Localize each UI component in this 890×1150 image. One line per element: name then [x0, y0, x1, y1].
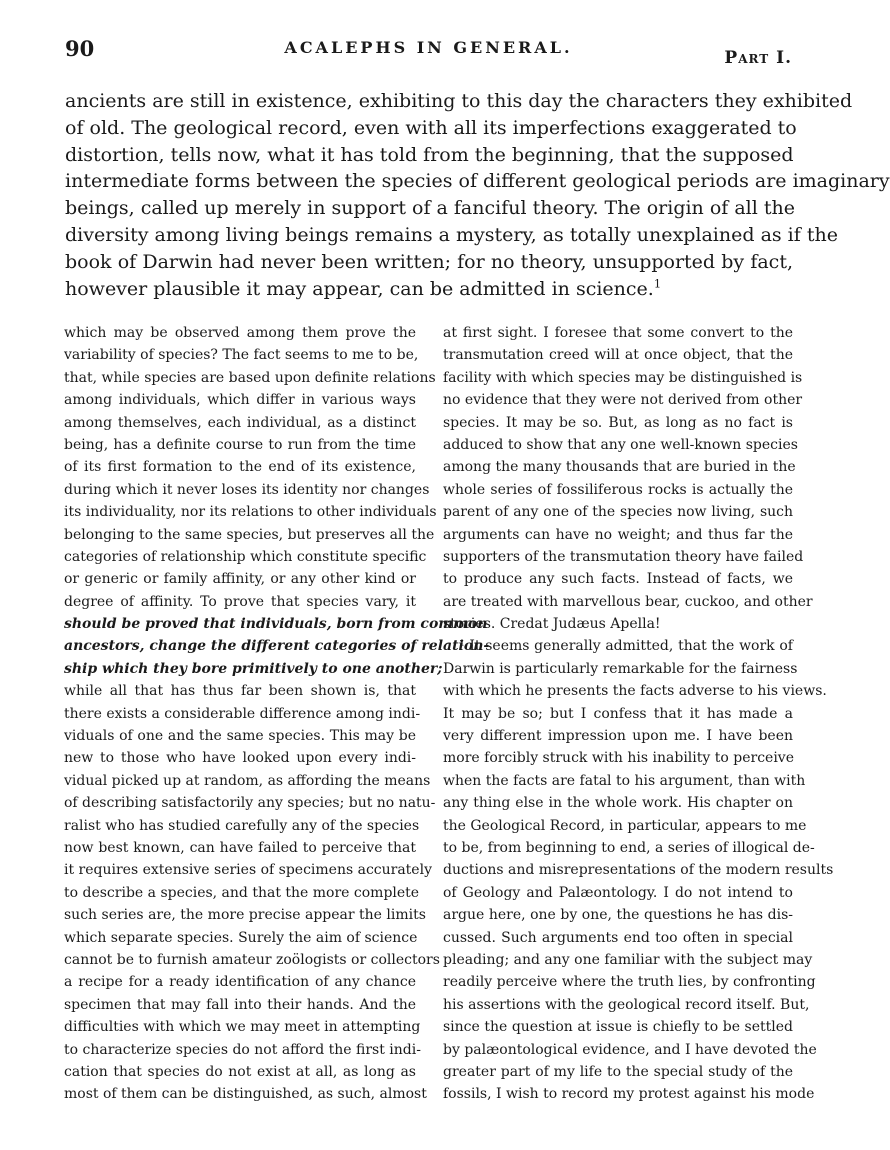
footnote-line: supporters of the transmutation theory have failed	[443, 548, 804, 565]
footnote-line: transmutation creed will at once object, that the	[443, 347, 793, 364]
footnote-line: Darwin is particularly remarkable for the fairness	[443, 660, 798, 677]
text-line: distortion, tells now, what it has told from the beginning, that the supposed	[65, 143, 794, 166]
footnote-line: any thing else in the whole work. His chapter on	[443, 795, 793, 812]
text-line: of old. The geological record, even with all its imperfections exaggerated to	[65, 116, 797, 139]
footnote-line: should be proved that individuals, born from common	[64, 616, 488, 633]
footnote-line: to be, from beginning to end, a series of illogical de-	[443, 839, 815, 856]
footnote-line: readily perceive where the truth lies, by confronting	[443, 974, 816, 991]
footnote-line: most of them can be distinguished, as such, almost	[64, 1086, 427, 1103]
footnote-line: greater part of my life to the special study of the	[443, 1063, 793, 1080]
footnote-line: pleading; and any one familiar with the subject may	[443, 951, 813, 968]
footnote-line: cussed. Such arguments end too often in special	[443, 929, 793, 946]
footnote-line: argue here, one by one, the questions he has dis-	[443, 907, 793, 924]
footnote-line: being, has a definite course to run from the time	[64, 436, 416, 453]
footnote-line: ship which they bore primitively to one another;	[64, 660, 443, 677]
footnote-line: among themselves, each individual, as a distinct	[64, 414, 416, 431]
running-title: ACALEPHS IN GENERAL.	[284, 38, 573, 57]
footnote-line: ralist who has studied carefully any of the species	[64, 817, 420, 834]
footnote-line: parent of any one of the species now living, such	[443, 504, 793, 521]
footnote-line: that, while species are based upon definite relations	[64, 369, 436, 386]
footnote-column-right	[443, 322, 834, 1106]
text-line: beings, called up merely in support of a fanciful theory. The origin of all the	[65, 197, 795, 220]
footnote-line: ¹ It seems generally admitted, that the work of	[459, 638, 793, 655]
footnote-line: during which it never loses its identity nor changes	[64, 481, 430, 498]
footnote-line: when the facts are fatal to his argument, than with	[443, 772, 806, 789]
footnote-line: fossils, I wish to record my protest against his mode	[443, 1086, 815, 1103]
footnote-line: of describing satisfactorily any species; but no natu-	[64, 795, 436, 812]
footnote-line: variability of species? The fact seems to me to be,	[64, 347, 419, 364]
footnote-line: of its first formation to the end of its existence,	[64, 459, 416, 476]
footnote-line: its individuality, nor its relations to other individuals	[64, 504, 437, 521]
footnote-line: to characterize species do not afford the first indi-	[64, 1041, 421, 1058]
text-line: intermediate forms between the species of different geological periods are imaginary	[65, 170, 890, 193]
footnote-line: there exists a considerable difference among indi-	[64, 705, 421, 722]
text-line: diversity among living beings remains a mystery, as totally unexplained as if the	[65, 223, 838, 246]
footnote-line: whole series of fossiliferous rocks is actually the	[443, 481, 793, 498]
footnote-line: with which he presents the facts adverse to his views.	[443, 683, 827, 700]
footnote-line: categories of relationship which constitute specific	[64, 548, 427, 565]
footnote-line: which separate species. Surely the aim of science	[64, 929, 418, 946]
footnote-line: or generic or family affinity, or any other kind or	[64, 571, 416, 588]
footnote-line: among individuals, which differ in various ways	[64, 392, 416, 409]
footnote-line: more forcibly struck with his inability to perceive	[443, 750, 794, 767]
footnote-line: species. It may be so. But, as long as no fact is	[443, 414, 793, 431]
footnote-line: his assertions with the geological record itself. But,	[443, 996, 810, 1013]
footnote-line: are treated with marvellous bear, cuckoo, and other	[443, 593, 813, 610]
footnote-line: arguments can have no weight; and thus far the	[443, 526, 793, 543]
footnote-line: ancestors, change the different categories of relation-	[64, 638, 490, 655]
part-label: Part I.	[724, 48, 792, 68]
footnote-line: such series are, the more precise appear the limits	[64, 907, 426, 924]
footnote-line: belonging to the same species, but preserves all the	[64, 526, 435, 543]
footnote-line: among the many thousands that are buried in the	[443, 459, 796, 476]
footnote-line: by palæontological evidence, and I have devoted the	[443, 1041, 817, 1058]
footnote-line: degree of affinity. To prove that species vary, it	[64, 593, 416, 610]
footnote-line: vidual picked up at random, as affording the means	[64, 772, 431, 789]
footnote-line: while all that has thus far been shown is, that	[64, 683, 416, 700]
footnote-marker: 1	[653, 276, 662, 291]
footnote-line: viduals of one and the same species. This may be	[64, 728, 416, 745]
footnote-line: a recipe for a ready identification of any chance	[64, 974, 416, 991]
page-number: 90	[65, 36, 95, 61]
footnote-line: to produce any such facts. Instead of facts, we	[443, 571, 793, 588]
footnote-line: now best known, can have failed to perceive that	[64, 839, 416, 856]
main-text	[65, 88, 890, 302]
footnote-line: new to those who have looked upon every indi-	[64, 750, 416, 767]
footnote-line: very different impression upon me. I have been	[443, 728, 793, 745]
footnote-line: since the question at issue is chiefly to be settled	[443, 1019, 793, 1036]
footnote-line: of Geology and Palæontology. I do not intend to	[443, 884, 793, 901]
footnote-line: at first sight. I foresee that some convert to the	[443, 325, 793, 341]
text-line: however plausible it may appear, can be admitted in science.$^1$	[65, 276, 662, 300]
footnote-line: the Geological Record, in particular, appears to me	[443, 817, 807, 834]
footnote-line: facility with which species may be distinguished is	[443, 369, 803, 386]
text-line: book of Darwin had never been written; for no theory, unsupported by fact,	[65, 250, 793, 273]
footnote-line: cation that species do not exist at all, as long as	[64, 1063, 416, 1080]
footnote-line: difficulties with which we may meet in attempting	[64, 1019, 421, 1036]
footnote-line: no evidence that they were not derived from other	[443, 392, 803, 409]
footnote-column-left	[64, 322, 490, 1106]
footnote-line: adduced to show that any one well-known species	[443, 436, 798, 453]
footnote-line: It may be so; but I confess that it has made a	[443, 705, 793, 722]
footnote-line: to describe a species, and that the more complete	[64, 884, 420, 901]
page-header	[65, 30, 792, 70]
text-line: ancients are still in existence, exhibiting to this day the characters they exhibited	[65, 90, 853, 112]
footnote-line: which may be observed among them prove the	[64, 325, 416, 341]
footnote-line: ductions and misrepresentations of the modern results	[443, 862, 834, 879]
footnote-line: stories. Credat Judæus Apella!	[443, 616, 661, 633]
footnote-line: cannot be to furnish amateur zoölogists or collectors	[64, 951, 440, 968]
footnote-line: specimen that may fall into their hands. And the	[64, 996, 416, 1013]
footnote-line: it requires extensive series of specimens accurately	[64, 862, 432, 879]
